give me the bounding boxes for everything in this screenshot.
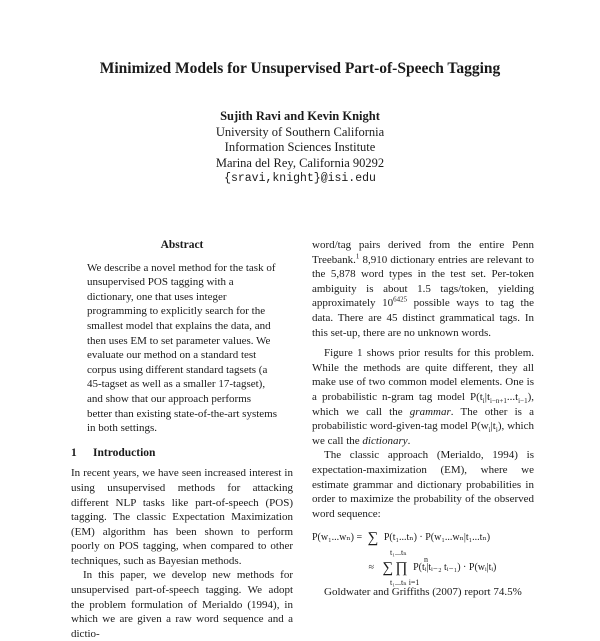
section-number: 1 bbox=[71, 446, 77, 459]
affiliation-university: University of Southern California bbox=[215, 124, 385, 139]
body-paragraph-goldwater: Goldwater and Griffiths (2007) report 74.5% bbox=[324, 586, 522, 599]
section-heading-introduction bbox=[71, 446, 293, 461]
equation-block bbox=[312, 527, 534, 588]
abstract-heading: Abstract bbox=[160, 239, 204, 251]
body-paragraph-models: Figure 1 shows prior results for this problem. While the methods are quite different, they all make use of two common model elements. One is a probabilistic n-gram tag model $P(t_i|t_{i-n+1}...t_{i-1})$, which we call the grammar. The other is a probabilistic word-given-tag model $P(w_i|t_i)$, which we call the dictionary. bbox=[312, 347, 534, 447]
section-title: Introduction bbox=[93, 446, 156, 459]
body-paragraph-em: The classic approach (Merialdo, 1994) is expectation-maximization (EM), where we estimate grammar and dictionary probabilities in order to maximize the probability of the observed word sequence: bbox=[312, 449, 534, 520]
right-column bbox=[312, 238, 534, 600]
equation-line-1: P(w₁...wₙ) = ∑ P(t₁...tₙ) · P(w₁...wₙ|t₁...tₙ) t₁...tₙ bbox=[312, 530, 491, 558]
intro-paragraph-2: In this paper, we develop new methods for unsupervised part-of-speech tagging. We adopt the problem formulation of Merialdo (1994), in which we are given a raw word sequence and a dictio- bbox=[71, 569, 293, 640]
affiliation-institute: Information Sciences Institute bbox=[224, 140, 376, 154]
intro-paragraph-1: In recent years, we have seen increased interest in using unsupervised methods for attacking different NLP tasks like part-of-speech (POS) tagging. The classic Expectation Maximization (EM) algorithm has been shown to perform poorly on POS tagging, when compared to other techniques, such as Bayesian methods. bbox=[71, 467, 293, 567]
author-names: Sujith Ravi and Kevin Knight bbox=[220, 109, 380, 123]
equation-line-2: ≈ ∑ ∏ P(tᵢ|tᵢ₋₂ tᵢ₋₁) · P(wᵢ|tᵢ) n t₁...tₙ i=1 bbox=[368, 555, 497, 588]
author-email: {sravi,knight}@isi.edu bbox=[224, 172, 376, 185]
affiliation-address: Marina del Rey, California 90292 bbox=[215, 155, 385, 170]
abstract-text: We describe a novel method for the task of unsupervised POS tagging with a dictionary, one that uses integer programming to explicitly search for the smallest model that explains the data, and then uses EM to set parameter values. We evaluate our method on a standard test corpus using different standard tagsets (a 45-tagset as well as a smaller 17-tagset), and show that our approach performs better than existing state-of-the-art systems in both settings. bbox=[87, 261, 277, 435]
left-column bbox=[71, 238, 293, 641]
author-block bbox=[0, 109, 600, 187]
paper-title: Minimized Models for Unsupervised Part-of-Speech Tagging bbox=[99, 60, 501, 77]
body-paragraph-dataset: word/tag pairs derived from the entire Penn Treebank.$^1$ 8,910 dictionary entries are relevant to the 5,878 word types in the test set. Per-token ambiguity is about 1.5 tags/token, yielding approximately $10^{6425}$ possible ways to tag the data. There are 45 distinct grammatical tags. In this set-up, there are no unknown words. bbox=[312, 239, 534, 339]
